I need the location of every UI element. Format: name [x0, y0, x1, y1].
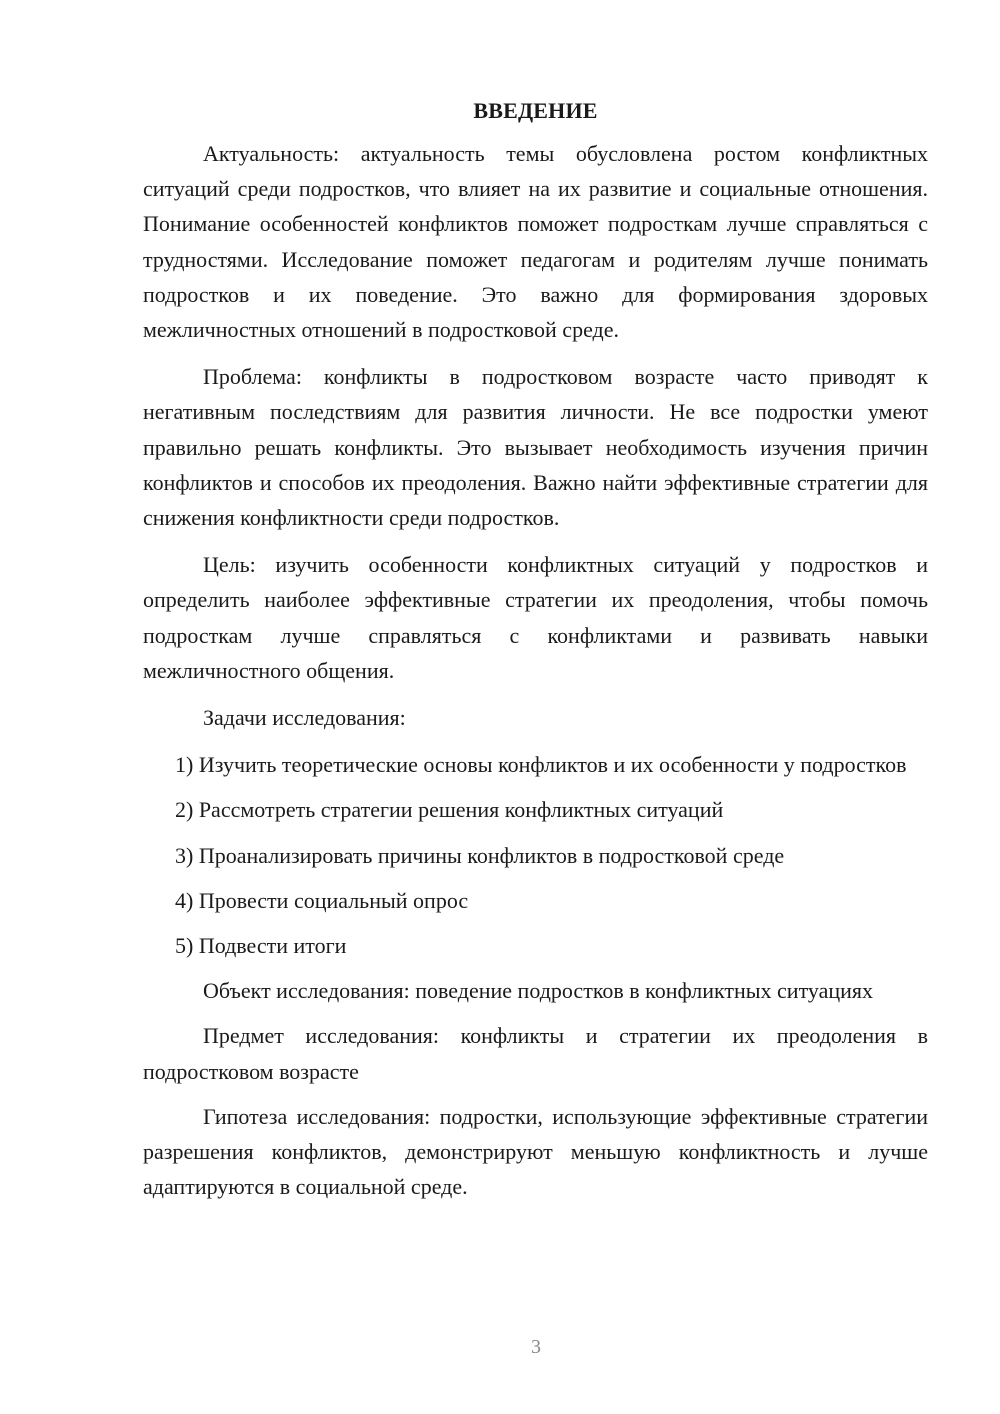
- section-heading: ВВЕДЕНИЕ: [473, 98, 598, 123]
- document-page: [143, 96, 928, 1204]
- task-item-5: 5) Подвести итоги: [175, 933, 347, 959]
- task-item-2: 2) Рассмотреть стратегии решения конфликтных ситуаций: [175, 797, 724, 823]
- tasks-heading: Задачи исследования:: [203, 705, 406, 731]
- paragraph-hypothesis: Гипотеза исследования: подростки, использующие эффективные стратегии разрешения конфликтов, демонстрируют меньшую конфликтность и лучше адаптируются в социальной среде.: [143, 1103, 928, 1200]
- task-item-3: 3) Проанализировать причины конфликтов в подростковой среде: [175, 842, 785, 868]
- paragraph-problem: Проблема: конфликты в подростковом возрасте часто приводят к негативным последствиям для развития личности. Не все подростки умеют правильно решать конфликты. Это вызывает необходимость изучения причин конфликтов и способов их преодоления. Важно найти эффективные стратегии для снижения конфликтности среди подростков.: [143, 364, 928, 531]
- paragraph-relevance: Актуальность: актуальность темы обусловлена ростом конфликтных ситуаций среди подростков, что влияет на их развитие и социальные отношения. Понимание особенностей конфликтов поможет подросткам лучше справляться с трудностями. Исследование поможет педагогам и родителям лучше понимать подростков и их поведение. Это важно для формирования здоровых межличностных отношений в подростковой среде.: [143, 141, 928, 343]
- page-number: 3: [531, 1336, 541, 1358]
- paragraph-object: Объект исследования: поведение подростков в конфликтных ситуациях: [203, 978, 874, 1004]
- paragraph-subject: Предмет исследования: конфликты и стратегии их преодоления в подростковом возрасте: [143, 1023, 928, 1084]
- task-item-1: 1) Изучить теоретические основы конфликтов и их особенности у подростков: [175, 752, 907, 778]
- task-item-4: 4) Провести социальный опрос: [175, 887, 469, 913]
- paragraph-goal: Цель: изучить особенности конфликтных ситуаций у подростков и определить наиболее эффективные стратегии их преодоления, чтобы помочь подросткам лучше справляться с конфликтами и развивать навыки межличностного общения.: [143, 552, 928, 683]
